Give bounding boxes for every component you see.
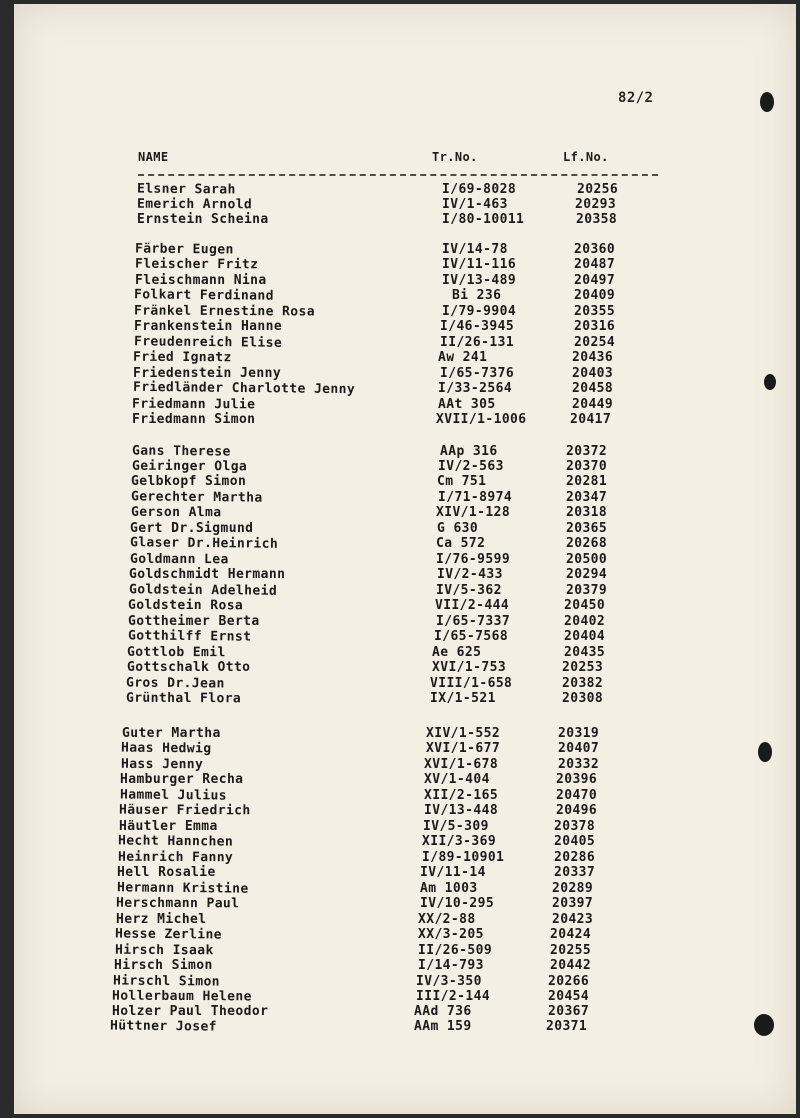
header-tr-no: Tr.No.	[432, 150, 478, 164]
transport-number: IV/3-350	[416, 974, 482, 989]
list-row	[0, 552, 800, 568]
transport-number: XX/3-205	[418, 927, 484, 942]
sequence-number: 20435	[564, 645, 606, 660]
person-name: Folkart Ferdinand	[133, 287, 274, 304]
transport-number: IV/13-489	[442, 273, 517, 288]
transport-number: IV/2-433	[437, 567, 503, 582]
person-name: Hamburger Recha	[120, 772, 244, 787]
person-name: Haas Hedwig	[120, 740, 212, 757]
list-row	[0, 958, 800, 974]
list-row	[0, 304, 800, 320]
list-row	[0, 881, 800, 897]
transport-number: I/65-7568	[434, 629, 509, 644]
sequence-number: 20402	[564, 614, 606, 629]
transport-number: XII/3-369	[422, 834, 497, 849]
person-name: Goldstein Rosa	[127, 597, 244, 614]
transport-number: AAp 316	[440, 444, 498, 459]
list-row	[0, 788, 800, 804]
list-row	[0, 182, 800, 198]
page-number: 82/2	[618, 90, 654, 106]
transport-number: Am 1003	[420, 881, 478, 896]
list-row	[0, 865, 800, 881]
sequence-number: 20404	[564, 629, 606, 644]
transport-number: XVI/1-753	[432, 660, 507, 675]
transport-number: I/33-2564	[438, 381, 513, 396]
list-row	[0, 521, 800, 537]
list-row	[0, 444, 800, 460]
list-row	[0, 381, 800, 397]
sequence-number: 20378	[554, 819, 596, 834]
list-row	[0, 273, 800, 289]
person-name: Friedenstein Jenny	[133, 366, 282, 381]
sequence-number: 20365	[566, 521, 608, 536]
sequence-number: 20253	[562, 660, 604, 675]
transport-number: XII/2-165	[424, 788, 499, 803]
transport-number: IV/11-14	[420, 865, 486, 880]
sequence-number: 20397	[552, 896, 594, 911]
person-name: Hecht Hannchen	[117, 833, 234, 850]
sequence-number: 20355	[574, 304, 616, 319]
sequence-number: 20360	[574, 242, 616, 257]
person-name: Goldstein Adelheid	[128, 582, 278, 599]
list-row	[0, 691, 800, 707]
transport-number: IV/13-448	[424, 803, 499, 818]
header-lf-no: Lf.No.	[563, 150, 609, 164]
list-row	[0, 350, 800, 366]
list-row	[0, 614, 800, 630]
transport-number: III/2-144	[416, 989, 491, 1004]
person-name: Fränkel Ernestine Rosa	[133, 303, 316, 320]
sequence-number: 20268	[566, 536, 608, 551]
transport-number: IV/10-295	[420, 896, 495, 911]
person-name: Gottheimer Berta	[128, 614, 260, 629]
transport-number: Cm 751	[437, 474, 487, 489]
transport-number: IV/14-78	[442, 242, 508, 257]
person-name: Fleischer Fritz	[134, 256, 259, 273]
person-name: Elsner Sarah	[136, 181, 236, 198]
list-row	[0, 803, 800, 819]
list-row	[0, 1019, 800, 1035]
sequence-number: 20358	[576, 212, 618, 227]
person-name: Fried Ignatz	[132, 349, 232, 366]
transport-number: XIV/1-128	[436, 505, 511, 520]
transport-number: Ae 625	[432, 645, 482, 660]
person-name: Heinrich Fanny	[117, 849, 234, 866]
sequence-number: 20255	[550, 943, 592, 958]
person-name: Holzer Paul Theodor	[112, 1004, 269, 1019]
transport-number: IX/1-521	[430, 691, 496, 706]
person-name: Hollerbaum Helene	[111, 988, 252, 1005]
person-name: Gros Dr.Jean	[125, 675, 225, 692]
list-row	[0, 943, 800, 959]
person-name: Hammel Julius	[119, 787, 228, 804]
sequence-number: 20337	[554, 865, 596, 880]
person-name: Friedländer Charlotte Jenny	[132, 379, 356, 398]
sequence-number: 20454	[548, 989, 590, 1004]
sequence-number: 20497	[574, 273, 616, 288]
transport-number: I/80-10011	[442, 212, 525, 227]
list-row	[0, 741, 800, 757]
sequence-number: 20281	[566, 474, 608, 489]
person-name: Hirsch Isaak	[114, 942, 214, 959]
sequence-number: 20289	[552, 881, 594, 896]
list-row	[0, 645, 800, 661]
person-name: Hell Rosalie	[117, 865, 216, 880]
sequence-number: 20372	[566, 444, 608, 459]
sequence-number: 20308	[562, 691, 604, 706]
person-name: Ernstein Scheina	[137, 212, 269, 227]
sequence-number: 20409	[574, 288, 616, 303]
transport-number: IV/5-309	[423, 819, 489, 834]
sequence-number: 20254	[574, 335, 616, 350]
person-name: Hass Jenny	[120, 756, 204, 773]
transport-number: XIV/1-552	[426, 726, 501, 741]
sequence-number: 20470	[556, 788, 598, 803]
list-row	[0, 989, 800, 1005]
person-name: Gottschalk Otto	[127, 660, 251, 675]
list-row	[0, 397, 800, 413]
transport-number: XVII/1-1006	[436, 412, 527, 427]
transport-number: XVI/1-677	[426, 741, 501, 756]
transport-number: XVI/1-678	[424, 757, 499, 772]
list-row	[0, 536, 800, 552]
list-row	[0, 850, 800, 866]
sequence-number: 20379	[566, 583, 608, 598]
list-row	[0, 474, 800, 490]
transport-number: G 630	[437, 521, 479, 536]
person-name: Gert Dr.Sigmund	[130, 521, 254, 536]
list-row	[0, 974, 800, 990]
sequence-number: 20449	[572, 397, 614, 412]
transport-number: VII/2-444	[435, 598, 510, 613]
sequence-number: 20496	[556, 803, 598, 818]
transport-number: I/89-10901	[422, 850, 505, 865]
list-row	[0, 197, 800, 213]
sequence-number: 20256	[577, 182, 619, 197]
person-name: Gelbkopf Simon	[131, 474, 247, 489]
sequence-number: 20442	[550, 958, 592, 973]
sequence-number: 20424	[550, 927, 592, 942]
transport-number: I/14-793	[418, 958, 484, 973]
list-row	[0, 676, 800, 692]
transport-number: AAd 736	[414, 1004, 472, 1019]
person-name: Hüttner Josef	[109, 1018, 218, 1035]
transport-number: XV/1-404	[424, 772, 490, 787]
transport-number: AAm 159	[414, 1019, 472, 1034]
sequence-number: 20294	[566, 567, 608, 582]
list-row	[0, 335, 800, 351]
header-name: NAME	[138, 150, 169, 164]
list-row	[0, 505, 800, 521]
person-name: Gotthilff Ernst	[127, 628, 252, 645]
transport-number: Bi 236	[452, 288, 502, 303]
transport-number: II/26-131	[440, 335, 515, 350]
sequence-number: 20293	[575, 197, 617, 212]
list-row	[0, 567, 800, 583]
transport-number: IV/11-116	[442, 257, 517, 272]
person-name: Grünthal Flora	[125, 690, 242, 707]
transport-number: IV/1-463	[442, 197, 508, 212]
person-name: Emerich Arnold	[136, 196, 253, 213]
list-row	[0, 459, 800, 475]
transport-number: AAt 305	[438, 397, 496, 412]
list-row	[0, 598, 800, 614]
transport-number: Aw 241	[438, 350, 488, 365]
list-row	[0, 490, 800, 506]
list-row	[0, 757, 800, 773]
sequence-number: 20347	[566, 490, 608, 505]
transport-number: I/46-3945	[440, 319, 515, 334]
person-name: Färber Eugen	[134, 241, 234, 258]
person-name: Hesse Zerline	[114, 926, 223, 943]
sequence-number: 20487	[574, 257, 616, 272]
list-row	[0, 257, 800, 273]
sequence-number: 20319	[558, 726, 600, 741]
person-name: Guter Martha	[122, 726, 221, 741]
sequence-number: 20318	[566, 505, 608, 520]
person-name: Gerechter Martha	[130, 489, 263, 506]
list-row	[0, 212, 800, 228]
sequence-number: 20403	[572, 366, 614, 381]
sequence-number: 20332	[558, 757, 600, 772]
person-name: Gerson Alma	[130, 504, 222, 521]
transport-number: I/71-8974	[438, 490, 513, 505]
transport-number: I/79-9904	[442, 304, 517, 319]
person-name: Hermann Kristine	[116, 880, 249, 897]
sequence-number: 20417	[570, 412, 612, 427]
person-name: Gottlob Emil	[126, 644, 226, 661]
list-row	[0, 288, 800, 304]
transport-number: II/26-509	[418, 943, 493, 958]
person-name: Herschmann Paul	[115, 895, 240, 912]
person-name: Goldmann Lea	[129, 551, 229, 568]
transport-number: XX/2-88	[418, 912, 476, 927]
sequence-number: 20405	[554, 834, 596, 849]
sequence-number: 20266	[548, 974, 590, 989]
transport-number: IV/2-563	[438, 459, 504, 474]
list-row	[0, 834, 800, 850]
person-name: Friedmann Simon	[132, 412, 256, 427]
list-row	[0, 927, 800, 943]
transport-number: I/69-8028	[442, 182, 517, 197]
person-name: Geiringer Olga	[131, 458, 248, 475]
list-row	[0, 660, 800, 676]
list-row	[0, 726, 800, 742]
person-name: Glaser Dr.Heinrich	[129, 535, 279, 552]
sequence-number: 20367	[548, 1004, 590, 1019]
transport-number: Ca 572	[436, 536, 486, 551]
sequence-number: 20450	[564, 598, 606, 613]
list-row	[0, 242, 800, 258]
transport-number: VIII/1-658	[430, 676, 513, 691]
list-row	[0, 412, 800, 428]
list-row	[0, 896, 800, 912]
person-name: Hirschl Simon	[112, 973, 221, 990]
sequence-number: 20500	[566, 552, 608, 567]
person-name: Fleischmann Nina	[135, 273, 267, 288]
list-row	[0, 319, 800, 335]
sequence-number: 20371	[546, 1019, 588, 1034]
sequence-number: 20370	[566, 459, 608, 474]
person-name: Gans Therese	[131, 443, 231, 460]
sequence-number: 20458	[572, 381, 614, 396]
person-name: Herz Michel	[116, 912, 207, 927]
list-row	[0, 772, 800, 788]
person-name: Goldschmidt Hermann	[129, 567, 286, 582]
transport-number: I/65-7376	[440, 366, 515, 381]
person-name: Frankenstein Hanne	[134, 319, 283, 334]
person-name: Häutler Emma	[119, 819, 218, 834]
person-name: Häuser Friedrich	[118, 802, 251, 819]
sequence-number: 20286	[554, 850, 596, 865]
person-name: Friedmann Julie	[131, 396, 256, 413]
sequence-number: 20423	[552, 912, 594, 927]
sequence-number: 20382	[562, 676, 604, 691]
person-name: Freudenreich Elise	[133, 334, 283, 351]
sequence-number: 20396	[556, 772, 598, 787]
transport-number: I/76-9599	[436, 552, 511, 567]
sequence-number: 20407	[558, 741, 600, 756]
sequence-number: 20436	[572, 350, 614, 365]
list-row	[0, 366, 800, 382]
transport-number: IV/5-362	[436, 583, 502, 598]
sequence-number: 20316	[574, 319, 616, 334]
list-row	[0, 629, 800, 645]
transport-number: I/65-7337	[436, 614, 511, 629]
person-name: Hirsch Simon	[114, 958, 213, 973]
list-row	[0, 583, 800, 599]
